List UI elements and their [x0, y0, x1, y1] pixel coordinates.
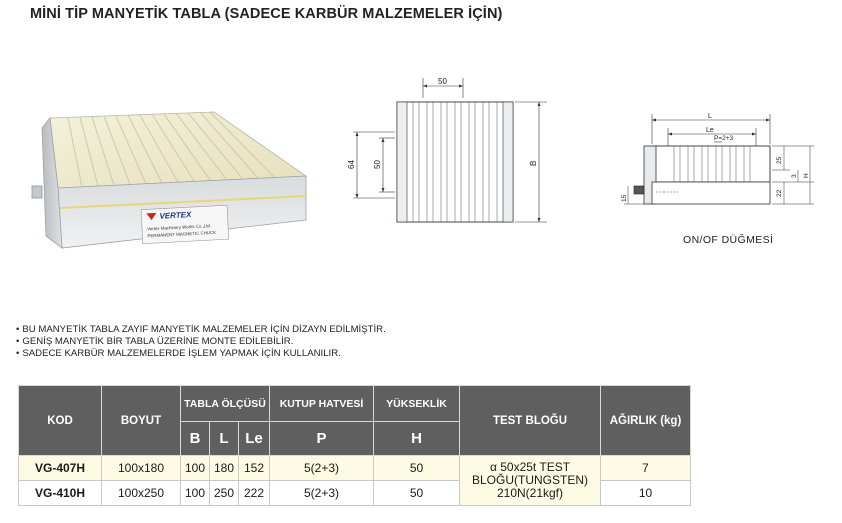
cell-p: 5(2+3): [270, 456, 374, 481]
test-block-line1: α 50x25t TEST: [489, 460, 571, 474]
dim-25-label: 25: [776, 156, 783, 164]
header-h: H: [374, 422, 460, 456]
cell-h: 50: [374, 456, 460, 481]
brand-logo: VERTEX: [159, 210, 192, 221]
header-b: B: [181, 422, 210, 456]
spec-table: [18, 385, 691, 506]
dim-15-label: 15: [621, 194, 628, 202]
test-block-line3: 210N(21kgf): [496, 486, 564, 500]
cell-le: 222: [239, 481, 270, 506]
cell-agirlik: 7: [601, 456, 691, 481]
dim-l-label: L: [708, 113, 712, 120]
on-off-switch-label: ON/OF DÜĞMESİ: [683, 234, 774, 246]
dim-p-label: P=2+3: [714, 135, 734, 142]
cell-kod: VG-410H: [19, 481, 102, 506]
dim-22-label: 22: [776, 189, 783, 197]
cell-boyut: 100x250: [102, 481, 181, 506]
cell-b: 100: [181, 481, 210, 506]
header-boyut: BOYUT: [102, 386, 181, 456]
dim-top-label: 50: [438, 77, 447, 86]
header-p: P: [270, 422, 374, 456]
header-kod: KOD: [19, 386, 102, 456]
dim-3-label: 3: [791, 174, 798, 178]
plate-text-line2: PERMANENT MAGNETIC CHUCK: [147, 229, 217, 239]
header-tabla-olcusu: TABLA ÖLÇÜSÜ: [181, 386, 270, 422]
feature-item: • GENİŞ MANYETİK BİR TABLA ÜZERİNE MONTE EDİLEBİLİR.: [16, 336, 386, 348]
dim-le-label: Le: [706, 127, 714, 134]
table-row: [19, 456, 691, 481]
header-kutup-hatvesi: KUTUP HATVESİ: [270, 386, 374, 422]
cell-kod: VG-407H: [19, 456, 102, 481]
dim-b-label: B: [529, 160, 538, 166]
cell-p: 5(2+3): [270, 481, 374, 506]
page-title: MİNİ TİP MANYETİK TABLA (SADECE KARBÜR MALZEMELER İÇİN): [30, 6, 503, 22]
header-test-blogu: TEST BLOĞU: [460, 386, 601, 456]
cell-l: 250: [210, 481, 239, 506]
feature-list: [16, 324, 386, 360]
header-agirlik: AĞIRLIK (kg): [601, 386, 691, 456]
test-block-line2: BLOĞU(TUNGSTEN): [471, 473, 588, 487]
feature-item: • SADECE KARBÜR MALZEMELERDE İŞLEM YAPMAK İÇİN KULLANILIR.: [16, 348, 386, 360]
cell-b: 100: [181, 456, 210, 481]
magnetic-chuck-photo: [24, 108, 314, 268]
cell-le: 152: [239, 456, 270, 481]
header-yukseklik: YÜKSEKLİK: [374, 386, 460, 422]
dim-h-label: H: [803, 173, 810, 178]
header-le: Le: [239, 422, 270, 456]
dim-outer-label: 64: [347, 160, 356, 169]
cell-h: 50: [374, 481, 460, 506]
cell-agirlik: 10: [601, 481, 691, 506]
cell-l: 180: [210, 456, 239, 481]
feature-item: • BU MANYETİK TABLA ZAYIF MANYETİK MALZEMELER İÇİN DİZAYN EDİLMİŞTİR.: [16, 324, 386, 336]
plate-text-line1: Vertex Machinery Works Co.,Ltd.: [146, 223, 212, 232]
side-view-drawing: [618, 110, 818, 220]
cell-test-blogu: [460, 456, 601, 506]
dim-inner-label: 50: [373, 160, 382, 169]
front-view-drawing: [335, 76, 553, 236]
header-l: L: [210, 422, 239, 456]
cell-boyut: 100x180: [102, 456, 181, 481]
